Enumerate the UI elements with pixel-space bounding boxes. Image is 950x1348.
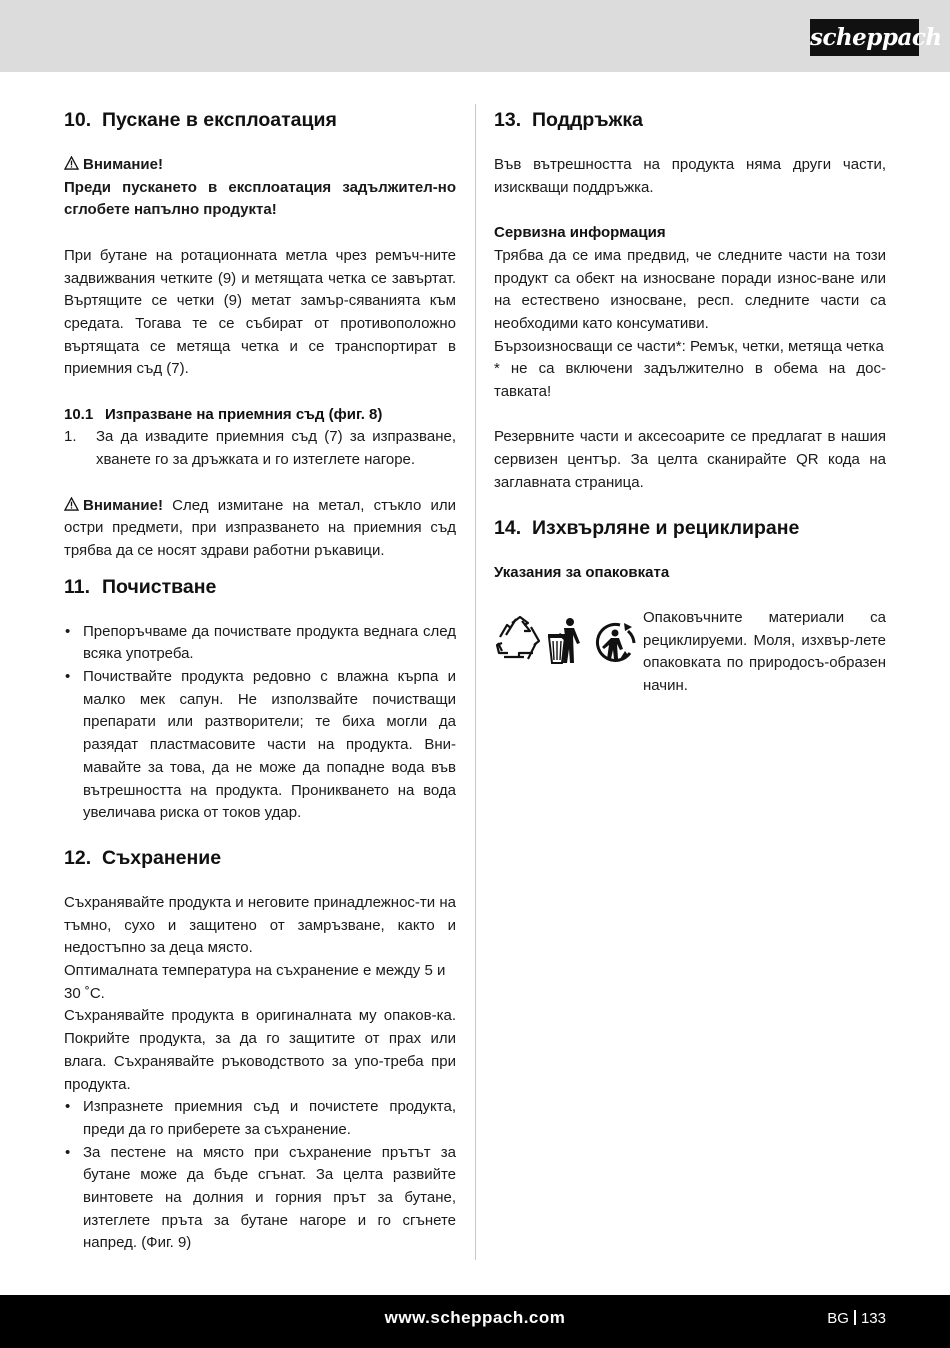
warning-1: Внимание!: [64, 154, 456, 177]
trash-bin-icon: [548, 618, 580, 663]
cleaning-list: [64, 621, 456, 825]
section-10-heading: 10. Пускане в експлоатация: [64, 109, 337, 131]
warning-2: Внимание! След измитане на метал, стъкло или остри предмети, при изпразването на приемния съд трябва да се носят здрави работни ръкавици.: [64, 496, 456, 559]
right-column: [494, 108, 886, 707]
storage-paragraph: Съхранявайте продукта в оригиналната му опаков-ка. Покрийте продукта, за да го защитите от прах или влага. Съхранявайте ръководството за упо-треба при продукта.: [64, 1007, 456, 1093]
packaging-block: [494, 607, 886, 707]
wear-parts: Бързоизносващи се части*: Ремък, четки, метяща четка: [494, 337, 884, 355]
emptying-steps: [64, 426, 456, 471]
list-item: • Препоръчваме да почиствате продукта веднага след всяка употреба.: [64, 621, 456, 666]
section-12-heading: 12. Съхранение: [64, 846, 222, 869]
page-number: 133: [860, 1310, 886, 1327]
packaging-text: Опаковъчните материали са рециклируеми. Моля, изхвър-лете опаковката по природосъ-образен начин.: [643, 608, 886, 695]
page-indicator: [827, 1310, 886, 1327]
storage-list: [64, 1096, 456, 1255]
warning-icon: [64, 497, 79, 511]
storage-paragraph: Съхранявайте продукта и неговите принадлежнос-ти на тъмно, сухо и защитено от замръзване, както и недостъпно за деца място.: [64, 893, 456, 957]
warning-icon: [64, 156, 79, 170]
language-code: BG: [827, 1310, 849, 1327]
list-item: • Изпразнете приемния съд и почистете продукта, преди да го приберете за съхранение.: [64, 1096, 456, 1141]
service-info-heading: Сервизна информация: [494, 224, 666, 242]
storage-paragraph: Оптималната температура на съхранение е между 5 и 30 ˚C.: [64, 962, 446, 1002]
list-item: • За пестене на място при съхранение прътът за бутане може да бъде сгънат. За целта развийте винтовете на долния и горния прът за бутане, изтеглете пръта за бутане нагоре и го сгънете напред. (Фиг. 9): [64, 1142, 456, 1256]
footnote: * не са включени задължително в обема на дос-тавката!: [494, 360, 886, 401]
spare-parts-paragraph: Резервните части и аксесоарите се предлагат в нашия сервизен център. За целта сканирайте QR кода на заглавната страница.: [494, 428, 886, 491]
section-10-paragraph: При бутане на ротационната метла чрез ремъч-ните задвижвания четките (9) и метящата четка се завъртат. Въртящите се четки (9) метат замър-сяванията към средата. Тогава те се събират от противоположно въртящата се метяща четка и се транспортират в приемния съд (7).: [64, 246, 456, 378]
column-divider: [475, 104, 476, 1260]
section-11-heading: 11. Почистване: [64, 575, 217, 598]
footer-bar: [0, 1295, 950, 1348]
website-link[interactable]: www.scheppach.com: [384, 1308, 566, 1327]
service-paragraph: Трябва да се има предвид, че следните части на този продукт са обект на износване поради износ-ване или на естествено износване, респ. следните части са необходими като консумативи.: [494, 246, 886, 332]
warning-1-text: Преди пускането в експлоатация задължител-но сглобете напълно продукта!: [64, 178, 456, 219]
list-item: 1. За да извадите приемния съд (7) за изпразване, хванете го за дръжката и го изтеглете нагоре.: [64, 428, 456, 469]
packaging-heading: Указания за опаковката: [494, 563, 670, 581]
maintenance-intro: Във вътрешността на продукта няма други части, изискващи поддръжка.: [494, 156, 886, 196]
list-item: • Почиствайте продукта редовно с влажна кърпа и малко мек сапун. Не използвайте почистващи препарати или разтворители; те биха могли да разядат пластмасовите части на продукта. Вни-мавайте за това, да не може да попадне вода във вътрешността на продукта. Проникването на вода увеличава риска от токов удар.: [64, 666, 456, 825]
left-column: [64, 108, 456, 1255]
recycle-icon: [497, 617, 539, 659]
recycling-icons: [494, 613, 640, 669]
subsection-10-1-heading: 10.1 Изпразване на приемния съд (фиг. 8): [64, 405, 383, 423]
header-bar: [0, 0, 950, 72]
brand-logo: scheppach: [810, 19, 919, 56]
section-14-heading: 14. Изхвърляне и рециклиране: [494, 516, 800, 539]
section-13-heading: 13. Поддръжка: [494, 109, 643, 131]
